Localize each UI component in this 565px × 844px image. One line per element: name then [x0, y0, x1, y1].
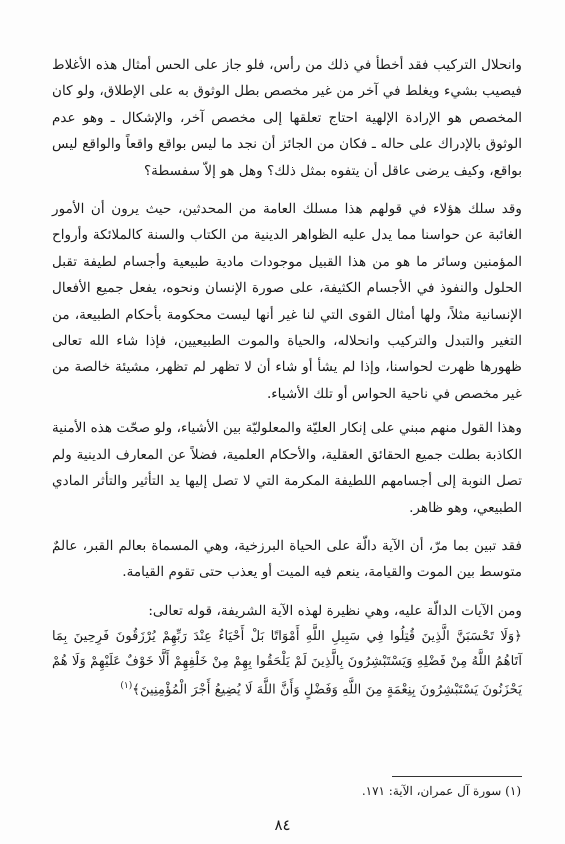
footnote-marker: (١)	[120, 681, 133, 692]
quran-verse	[52, 624, 522, 702]
page-number: ٨٤	[274, 816, 291, 834]
page-body	[52, 52, 522, 703]
paragraph-3: وهذا القول منهم مبني على إنكار العليّة والمعلوليّة بين الأشياء، ولو صحّت هذه الأمنية الكاذبة بطلت جميع الحقائق العقلية، والأحكام العلمية، فضلاً عن المعارف الدينية ولم تصل النوبة إلى أجسامهم اللطيفة المكرمة التي لا تصل إليها يد التأثير والتأثر المادي الطبيعي، وهو ظاهر.	[52, 420, 522, 516]
footnote: (١) سورة آل عمران، الآية: ١٧١.	[361, 784, 521, 798]
paragraph-2: وقد سلك هؤلاء في قولهم هذا مسلك العامة من المحدثين، حيث يرون أن الأمور الغائبة عن حواسنا مما يدل عليه الظواهر الدينية من الكتاب والسنة كالملائكة وأرواح المؤمنين وسائر ما هو من هذا القبيل موجودات مادية طبيعية وأجسام لطيفة تقبل الحلول والنفوذ في الأجسام الكثيفة، على صورة الإنسان ونحوه، يفعل جميع الأفعال الإنسانية مثلاً، ولها أمثال القوى التي لنا غير أنها ليست محكومة بأحكام الطبيعة، من التغير والتبدل والتركيب وانحلاله، والحياة والموت الطبيعيين، فإذا شاء الله تعالى ظهورها ظهرت لحواسنا، وإذا لم يشأ أو شاء أن لا تظهر لم تظهر، مشيئة خالصة من غير مخصص في ناحية الحواس أو تلك الأشياء.	[52, 201, 522, 402]
paragraph-5: ومن الآيات الدالّة عليه، وهي نظيرة لهذه الآية الشريفة، قوله تعالى:	[148, 602, 522, 619]
quran-verse-text: ﴿وَلَا تَحْسَبَنَّ الَّذِينَ قُتِلُوا فِي سَبِيلِ اللَّهِ أَمْوَاتًا بَلْ أَحْيَاءٌ عِنْدَ رَبِّهِمْ يُرْزَقُونَ فَرِحِينَ بِمَا آتَاهُمُ اللَّهُ مِنْ فَضْلِهِ وَيَسْتَبْشِرُونَ بِالَّذِينَ لَمْ يَلْحَقُوا بِهِمْ مِنْ خَلْفِهِمْ أَلَّا خَوْفٌ عَلَيْهِمْ وَلَا هُمْ يَحْزَنُونَ يَسْتَبْشِرُونَ بِنِعْمَةٍ مِنَ اللَّهِ وَفَضْلٍ وَأَنَّ اللَّهَ لَا يُضِيعُ أَجْرَ الْمُؤْمِنِينَ﴾	[52, 629, 522, 698]
paragraph-1: وانحلال التركيب فقد أخطأ في ذلك من رأس، فلو جاز على الحس أمثال هذه الأغلاط فيصيب بشيء ويغلط في آخر من غير مخصص بطل الوثوق به على الإطلاق، ولو كان المخصص هو الإرادة الإلهية احتاج تعلقها إلى مخصص آخر، والإشكال ـ وهو عدم الوثوق بالإدراك على حاله ـ فكان من الجائز أن نجد ما ليس بواقع واقعاً والواقع ليس بواقع، وكيف يرضى عاقل أن يتفوه بمثل ذلك؟ وهل هو إلاّ سفسطة؟	[52, 57, 522, 179]
paragraph-4: فقد تبين بما مرّ، أن الآية دالّة على الحياة البرزخية، وهي المسماة بعالم القبر، عالمٌ متوسط بين الموت والقيامة، ينعم فيه الميت أو يعذب حتى تقوم القيامة.	[52, 537, 522, 581]
footnote-divider	[392, 776, 522, 777]
